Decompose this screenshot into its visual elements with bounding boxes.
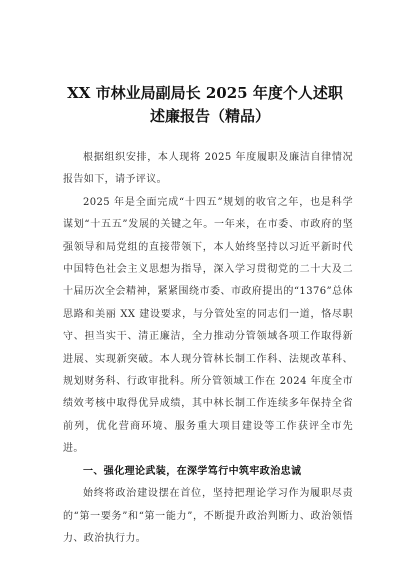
section-paragraph: 始终将政治建设摆在首位，坚持把理论学习作为履职尽责的“第一要务”和“第一能力”，不断提升政治判断力、政治领悟力、政治执行力。 [63,488,353,544]
body-paragraph-overview: 2025 年是全面完成“十四五”规划的收官之年，也是科学谋划“十五五”发展的关键之年。一年来，在市委、市政府的坚强领导和局党组的直接带领下，本人始终坚持以习近平新时代中国特色社会主义思想为指导，深入学习贯彻党的二十大及二十届历次全会精神，紧紧围绕市委、市政府提出的“1376”总体思路和美丽 XX 建设要求，与分管处室的同志们一道，恪尽职守、担当实干、清正廉洁，全力推动分管领域各项工作取得新进展、实现新突破。本人现分管林长制工作科、法规改革科、规划财务科、行政审批科。所分管领域工作在 2024 年度全市绩效考核中取得优异成绩，其中林长制工作连续多年保持全省前列，优化营商环境、服务重大项目建设等工作获评全市先进。 [63,196,353,455]
document-title-line-1: XX 市林业局副局长 2025 年度个人述职 [67,84,343,102]
document-body [63,147,353,550]
document-title-line-2: 述廉报告（精品） [149,107,270,125]
body-paragraph-intro: 根据组织安排，本人现将 2025 年度履职及廉洁自律情况报告如下，请予评议。 [63,152,353,186]
section-heading: 一、强化理论武装，在深学笃行中筑牢政治忠诚 [83,465,302,477]
